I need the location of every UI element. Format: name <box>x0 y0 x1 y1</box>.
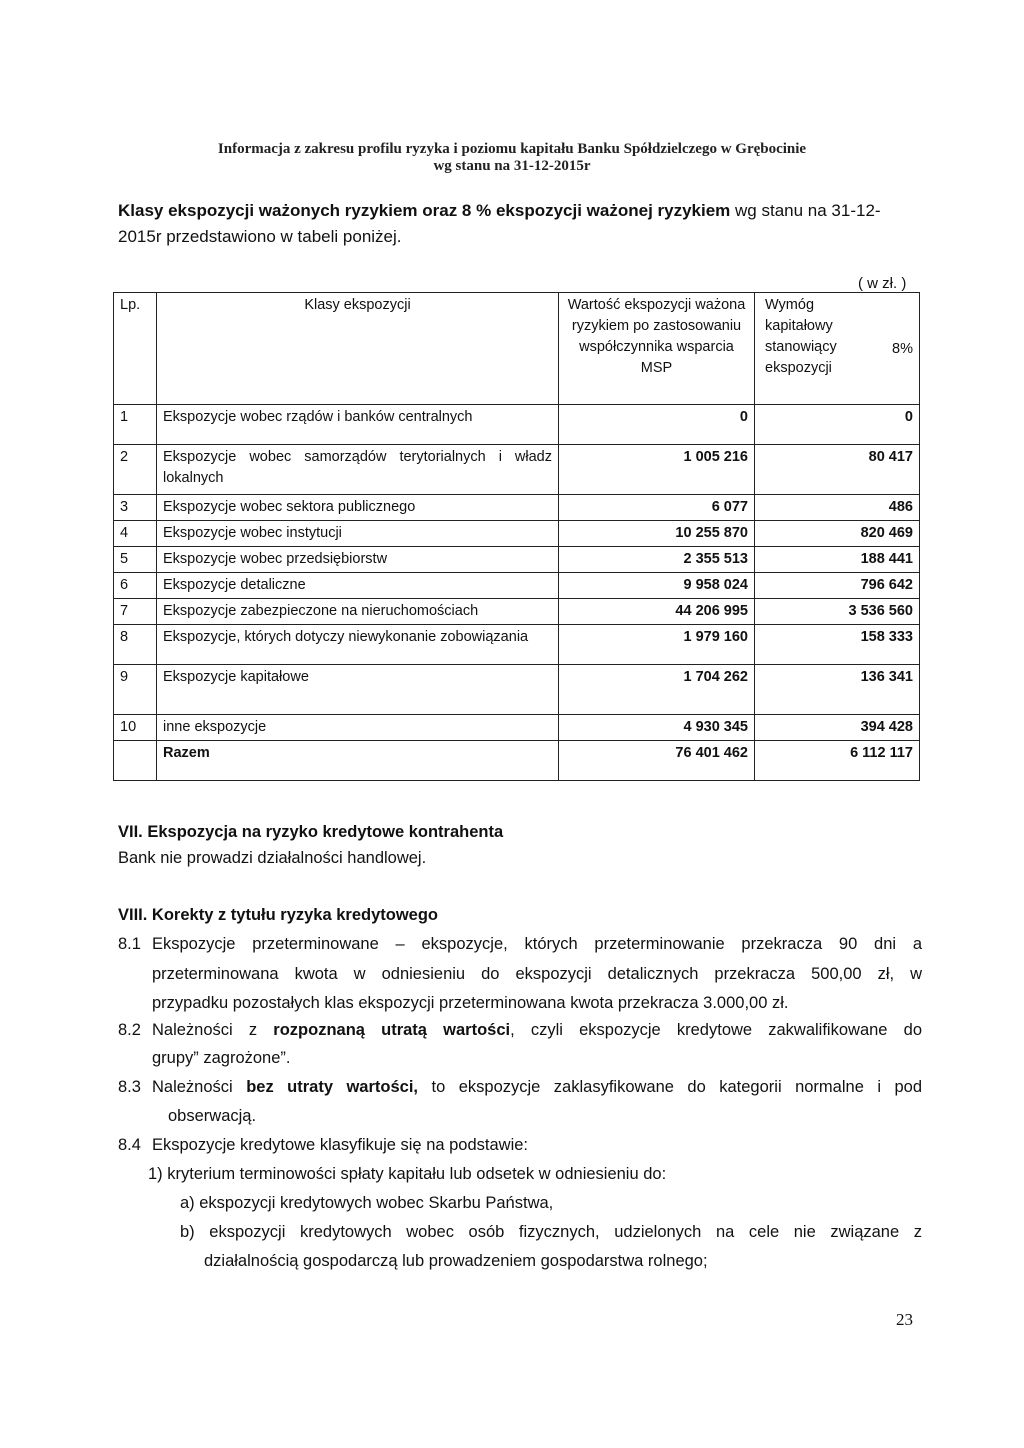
intro-rest: wg stanu na 31-12-2015r przedstawiono w tabeli poniżej. <box>118 201 881 246</box>
table-row <box>114 405 920 445</box>
header-value: Wartość ekspozycji ważona ryzykiem po zastosowaniu współczynnika wsparcia MSP <box>559 293 755 405</box>
table-header-row <box>114 293 920 405</box>
section-7-heading: VII. Ekspozycja na ryzyko kredytowe kontrahenta <box>118 823 504 841</box>
header-req-text: Wymóg kapitałowy stanowiący ekspozycji <box>765 297 837 376</box>
p82-b: rozpoznaną utratą wartości <box>273 1021 511 1039</box>
table-row <box>114 599 920 625</box>
table-row <box>114 445 920 495</box>
header-class: Klasy ekspozycji <box>157 293 559 405</box>
row-class-name: Ekspozycje zabezpieczone na nieruchomościach <box>157 599 559 625</box>
row-value: 10 255 870 <box>559 521 755 547</box>
table-total-row <box>114 741 920 781</box>
row-class-name: Ekspozycje, których dotyczy niewykonanie zobowiązania <box>157 625 559 665</box>
row-value: 44 206 995 <box>559 599 755 625</box>
row-lp: 6 <box>114 573 157 599</box>
row-lp: 1 <box>114 405 157 445</box>
page-number: 23 <box>896 1310 913 1329</box>
row-class-name: Ekspozycje wobec sektora publicznego <box>157 495 559 521</box>
row-requirement: 136 341 <box>755 665 920 715</box>
p82-line1 <box>152 1018 922 1042</box>
section-7-title <box>118 820 503 844</box>
p81-line3: przypadku pozostałych klas ekspozycji przeterminowana kwota przekracza 3.000,00 zł. <box>152 994 789 1012</box>
list-item-1a: a) ekspozycji kredytowych wobec Skarbu Państwa, <box>180 1194 554 1212</box>
row-requirement: 0 <box>755 405 920 445</box>
p83-a: Należności <box>152 1078 247 1096</box>
table-row <box>114 547 920 573</box>
row-requirement: 188 441 <box>755 547 920 573</box>
row-value: 1 005 216 <box>559 445 755 495</box>
p84-text: Ekspozycje kredytowe klasyfikuje się na podstawie: <box>152 1136 529 1154</box>
total-value: 76 401 462 <box>559 741 755 781</box>
row-lp: 4 <box>114 521 157 547</box>
list-item-1b-line1: b) ekspozycji kredytowych wobec osób fizycznych, udzielonych na cele nie związane z <box>180 1223 922 1241</box>
header-req-pct: 8% <box>892 341 913 357</box>
p81-line2: przeterminowana kwota w odniesieniu do ekspozycji detalicznych przekracza 500,00 zł, w <box>152 965 922 983</box>
total-label: Razem <box>157 741 559 781</box>
row-requirement: 486 <box>755 495 920 521</box>
p83-num: 8.3 <box>118 1078 141 1096</box>
p81-num: 8.1 <box>118 935 141 953</box>
section-8-title <box>118 903 438 927</box>
row-lp: 5 <box>114 547 157 573</box>
row-lp: 10 <box>114 715 157 741</box>
row-lp: 2 <box>114 445 157 495</box>
row-lp: 3 <box>114 495 157 521</box>
p83-line1 <box>152 1075 922 1099</box>
section-8-heading: VIII. Korekty z tytułu ryzyka kredytowego <box>118 906 439 924</box>
list-item-1b-line2: działalnością gospodarczą lub prowadzeniem gospodarstwa rolnego; <box>204 1252 708 1270</box>
p83-line2: obserwacją. <box>168 1107 257 1125</box>
table-row <box>114 495 920 521</box>
total-lp <box>114 741 157 781</box>
intro-paragraph <box>118 198 918 250</box>
doc-header-title: Informacja z zakresu profilu ryzyka i poziomu kapitału Banku Spółdzielczego w Grębocinie <box>217 141 807 157</box>
row-class-name: Ekspozycje wobec instytucji <box>157 521 559 547</box>
row-class-name: Ekspozycje detaliczne <box>157 573 559 599</box>
row-value: 2 355 513 <box>559 547 755 573</box>
table-row <box>114 573 920 599</box>
row-class-name: Ekspozycje wobec przedsiębiorstw <box>157 547 559 573</box>
row-value: 1 704 262 <box>559 665 755 715</box>
row-class-name: Ekspozycje wobec rządów i banków centralnych <box>157 405 559 445</box>
row-requirement: 3 536 560 <box>755 599 920 625</box>
p84-num: 8.4 <box>118 1136 141 1154</box>
p82-a: Należności z <box>152 1021 274 1039</box>
exposure-table <box>113 292 920 781</box>
table-row <box>114 625 920 665</box>
unit-label: ( w zł. ) <box>858 275 907 292</box>
row-class-name: Ekspozycje wobec samorządów terytorialnych i władz lokalnych <box>157 445 559 495</box>
p82-line2: grupy” zagrożone”. <box>152 1049 291 1067</box>
table-row <box>114 665 920 715</box>
p83-b: bez utraty wartości, <box>246 1078 419 1096</box>
row-requirement: 820 469 <box>755 521 920 547</box>
row-value: 6 077 <box>559 495 755 521</box>
row-value: 1 979 160 <box>559 625 755 665</box>
table-row <box>114 715 920 741</box>
header-lp: Lp. <box>114 293 157 405</box>
row-class-name: inne ekspozycje <box>157 715 559 741</box>
intro-bold: Klasy ekspozycji ważonych ryzykiem oraz 8 % ekspozycji ważonej ryzykiem <box>118 201 731 220</box>
row-value: 9 958 024 <box>559 573 755 599</box>
section-7-text: Bank nie prowadzi działalności handlowej. <box>118 849 427 867</box>
row-lp: 8 <box>114 625 157 665</box>
row-requirement: 394 428 <box>755 715 920 741</box>
doc-header-date: wg stanu na 31-12-2015r <box>433 158 591 174</box>
row-value: 0 <box>559 405 755 445</box>
total-req: 6 112 117 <box>755 741 920 781</box>
row-value: 4 930 345 <box>559 715 755 741</box>
row-requirement: 80 417 <box>755 445 920 495</box>
p83-c: to ekspozycje zaklasyfikowane do kategorii normalne i pod <box>418 1078 923 1096</box>
p82-num: 8.2 <box>118 1021 141 1039</box>
row-requirement: 158 333 <box>755 625 920 665</box>
row-lp: 9 <box>114 665 157 715</box>
p82-c: , czyli ekspozycje kredytowe zakwalifikowane do <box>510 1021 922 1039</box>
row-requirement: 796 642 <box>755 573 920 599</box>
row-lp: 7 <box>114 599 157 625</box>
table-row <box>114 521 920 547</box>
list-item-1: 1) kryterium terminowości spłaty kapitału lub odsetek w odniesieniu do: <box>148 1165 667 1183</box>
p81-line1: Ekspozycje przeterminowane – ekspozycje, których przeterminowanie przekracza 90 dni a <box>152 935 922 953</box>
header-requirement <box>755 293 920 405</box>
row-class-name: Ekspozycje kapitałowe <box>157 665 559 715</box>
